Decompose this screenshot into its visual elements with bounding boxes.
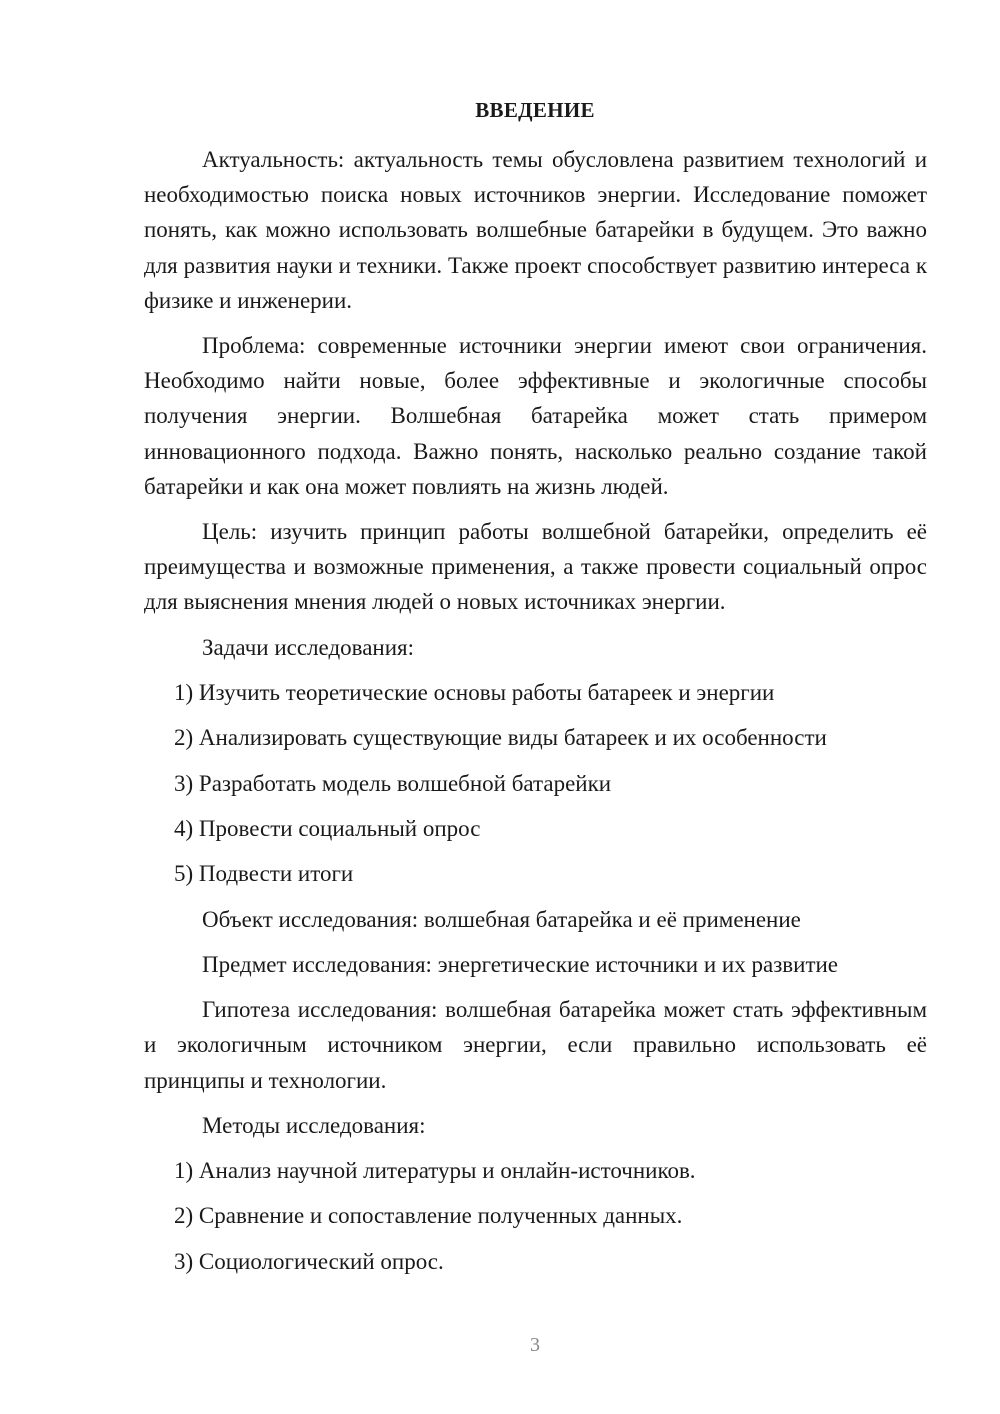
list-item: 4) Провести социальный опрос: [174, 816, 481, 842]
problem-paragraph: Проблема: современные источники энергии имеют свои ограничения. Необходимо найти новые, более эффективные и экологичные способы получения энергии. Волшебная батарейка может стать примером инновационного подхода. Важно понять, насколько реально создание такой батарейки и как она может повлиять на жизнь людей.: [144, 333, 927, 499]
list-item: 2) Сравнение и сопоставление полученных данных.: [174, 1203, 683, 1229]
list-item: 2) Анализировать существующие виды батареек и их особенности: [174, 725, 827, 751]
list-item: 3) Разработать модель волшебной батарейки: [174, 770, 612, 796]
page-number: 3: [530, 1334, 540, 1356]
tasks-list: [144, 675, 927, 892]
list-item: 5) Подвести итоги: [174, 861, 354, 887]
goal-paragraph: Цель: изучить принцип работы волшебной батарейки, определить её преимущества и возможные применения, а также провести социальный опрос для выяснения мнения людей о новых источниках энергии.: [144, 519, 927, 615]
hypothesis-paragraph: Гипотеза исследования: волшебная батарейка может стать эффективным и экологичным источником энергии, если правильно использовать её принципы и технологии.: [144, 997, 927, 1093]
methods-list: [144, 1153, 927, 1279]
relevance-paragraph: Актуальность: актуальность темы обусловлена развитием технологий и необходимостью поиска новых источников энергии. Исследование поможет понять, как можно использовать волшебные батарейки в будущем. Это важно для развития науки и техники. Также проект способствует развитию интереса к физике и инженерии.: [144, 147, 927, 313]
list-item: 1) Анализ научной литературы и онлайн-источников.: [174, 1158, 696, 1184]
page-content: [144, 142, 927, 1289]
page-heading: ВВЕДЕНИЕ: [475, 98, 595, 122]
list-item: 1) Изучить теоретические основы работы батареек и энергии: [174, 679, 775, 705]
list-item: 3) Социологический опрос.: [174, 1248, 444, 1274]
tasks-title: Задачи исследования:: [202, 634, 415, 660]
methods-title: Методы исследования:: [202, 1112, 426, 1138]
subject-paragraph: Предмет исследования: энергетические источники и их развитие: [202, 952, 839, 977]
object-paragraph: Объект исследования: волшебная батарейка и её применение: [202, 906, 801, 932]
